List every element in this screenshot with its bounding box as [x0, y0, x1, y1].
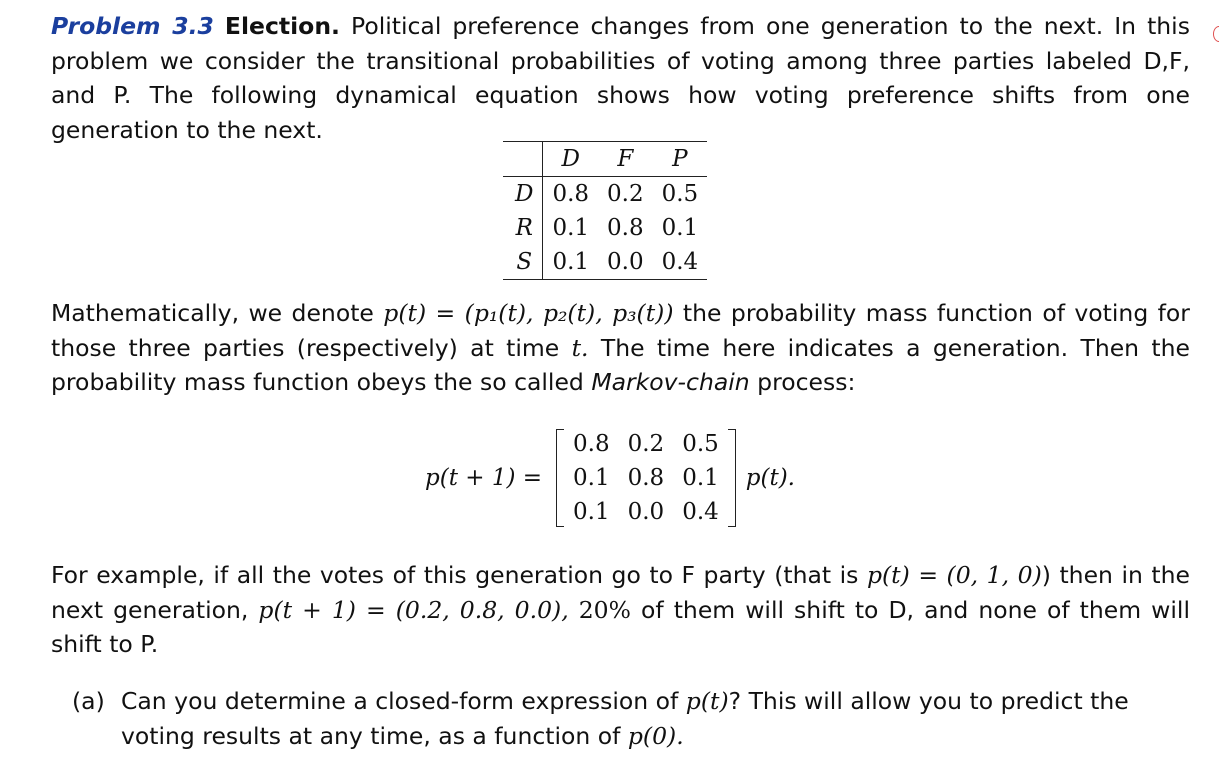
pmf-vector-math: p(t) = (p₁(t), p₂(t), p₃(t)): [383, 299, 674, 327]
matrix-cell: 0.1: [573, 499, 610, 525]
row-label: R: [503, 211, 543, 245]
table-cell: 0.8: [607, 215, 644, 241]
row-label: D: [503, 177, 543, 212]
example-pmf-math: p(t) = (0, 1, 0): [866, 561, 1042, 589]
markov-chain-equation: [425, 425, 795, 531]
matrix-cell: 0.1: [573, 465, 610, 491]
matrix-cell: 0.4: [682, 499, 719, 525]
transition-matrix: [556, 427, 736, 529]
table-cell: 0.1: [552, 249, 590, 275]
part-label: (a): [72, 687, 105, 715]
matrix-cell: 0.8: [573, 431, 610, 457]
row-label: S: [503, 245, 543, 280]
part-a-text: [121, 684, 1190, 754]
problem-intro-text: Political preference changes from one generation to the next. In this problem we consider the transitional probabilities of voting among three parties labeled D,F, and P. The following dynamical equation shows how voting preference shifts from one generation to the next.: [51, 12, 1190, 144]
problem-statement-paragraph: [51, 9, 1190, 147]
table-row: [503, 245, 707, 280]
matrix-cell: 0.8: [627, 465, 665, 491]
table-cell: 0.2: [607, 181, 644, 207]
column-header-f: F: [617, 146, 634, 172]
table-cell: 0.1: [661, 215, 699, 241]
markov-definition-paragraph: [51, 296, 1190, 400]
matrix-cell: 0.1: [682, 465, 719, 491]
percentage-math: 20%: [578, 595, 631, 624]
next-generation-pmf-math: p(t + 1) = (0.2, 0.8, 0.0),: [258, 595, 569, 624]
body-text: process:: [757, 368, 856, 396]
table-header-row: [503, 142, 707, 177]
matrix-row: [564, 461, 728, 495]
column-header-p: P: [672, 146, 688, 172]
table-corner-cell: [503, 142, 543, 177]
table-cell: 0.8: [552, 181, 590, 207]
table-cell: 0.4: [661, 249, 699, 275]
pmf-math: p(t): [685, 687, 729, 715]
margin-annotation-mark: [1213, 26, 1219, 42]
body-text: For example, if all the votes of this generation go to F party (that is: [51, 561, 859, 589]
example-paragraph: [51, 558, 1190, 662]
table-cell: 0.5: [661, 181, 699, 207]
initial-pmf-math: p(0).: [627, 722, 684, 750]
question-part-a: [72, 684, 1190, 754]
table-cell: 0.0: [607, 249, 644, 275]
body-text: the probability mass function of voting for those three parties (respectively) at time: [51, 299, 1190, 362]
body-text: of them will shift to D, and none of them will shift to P.: [51, 595, 1190, 658]
transition-probability-table: [503, 141, 707, 280]
body-text: ? This will allow you to predict the voting results at any time, as a function of: [121, 687, 1129, 750]
matrix-cell: 0.2: [627, 431, 665, 457]
body-text: ) then in the next generation,: [51, 561, 1190, 624]
equation-lhs: p(t + 1) =: [425, 465, 543, 491]
column-header-d: D: [561, 146, 580, 172]
table-row: [503, 177, 707, 212]
table-cell: 0.1: [552, 215, 590, 241]
problem-name: Election.: [224, 12, 340, 40]
body-text: Mathematically, we denote: [51, 299, 374, 327]
markov-chain-term: Markov-chain: [591, 368, 750, 396]
body-text: The time here indicates a generation. Then the probability mass function obeys the so called: [51, 333, 1190, 396]
matrix-cell: 0.5: [682, 431, 719, 457]
matrix-row: [564, 427, 728, 461]
body-text: Can you determine a closed-form expression of: [121, 687, 679, 715]
matrix-row: [564, 495, 728, 529]
time-variable-math: t.: [571, 333, 589, 362]
problem-number: Problem 3.3: [51, 12, 214, 40]
matrix-cell: 0.0: [627, 499, 665, 525]
equation-rhs: p(t).: [745, 465, 795, 491]
table-row: [503, 211, 707, 245]
